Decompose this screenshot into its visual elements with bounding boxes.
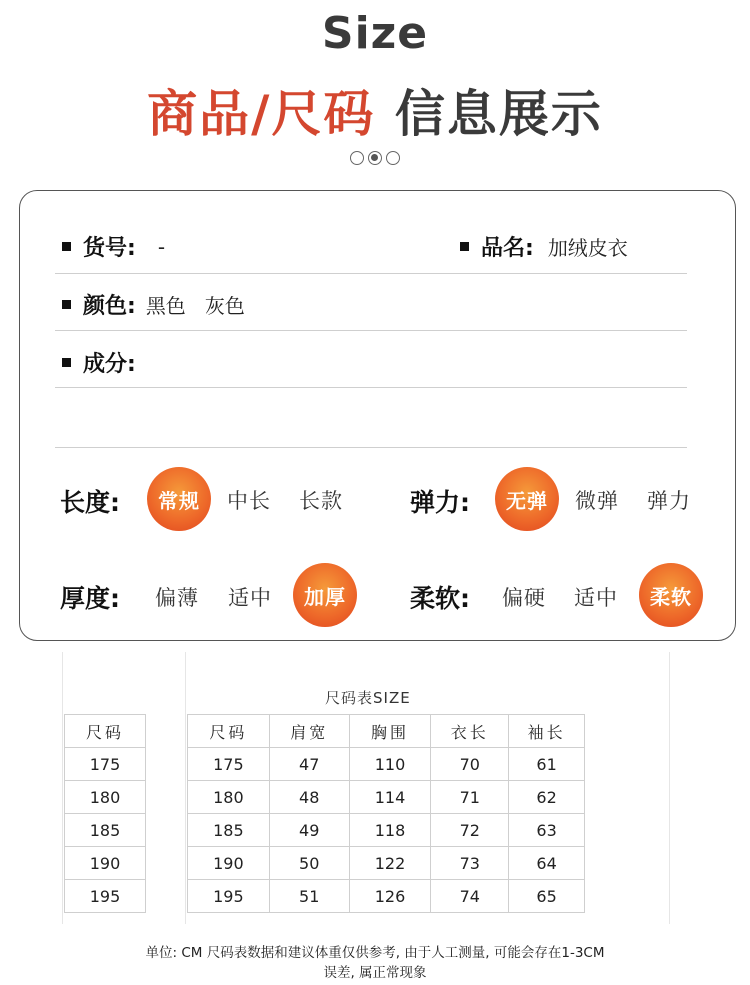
table-cell: 48 (269, 781, 349, 814)
table-cell: 122 (349, 847, 431, 880)
item-number-field (62, 231, 165, 262)
size-table (187, 714, 585, 913)
color-field (62, 289, 245, 320)
table-cell: 70 (431, 748, 509, 781)
table-cell: 61 (509, 748, 585, 781)
thickness-option-selected[interactable]: 加厚 (293, 563, 357, 627)
table-cell: 190 (188, 847, 270, 880)
size-table-caption: 尺码表SIZE (325, 689, 411, 707)
table-header-cell: 尺码 (188, 715, 270, 748)
elasticity-label: 弹力: (410, 488, 470, 517)
product-name-field (460, 231, 628, 262)
table-row (188, 880, 585, 913)
table-header-row (188, 715, 585, 748)
table-cell: 195 (188, 880, 270, 913)
table-header-cell: 尺码 (65, 715, 146, 748)
divider (55, 447, 687, 448)
softness-option[interactable]: 偏硬 (502, 586, 546, 610)
table-cell: 73 (431, 847, 509, 880)
length-label: 长度: (60, 488, 120, 517)
table-cell: 50 (269, 847, 349, 880)
table-cell: 51 (269, 880, 349, 913)
table-row (188, 781, 585, 814)
table-cell: 185 (188, 814, 270, 847)
table-header-cell: 衣长 (431, 715, 509, 748)
table-cell: 110 (349, 748, 431, 781)
color-label: 颜色: (83, 294, 136, 319)
product-info-card (19, 190, 736, 641)
thickness-option[interactable]: 适中 (228, 586, 272, 610)
product-name-value: 加绒皮衣 (547, 236, 628, 260)
thickness-label: 厚度: (60, 584, 120, 613)
table-cell: 175 (65, 748, 146, 781)
table-cell: 49 (269, 814, 349, 847)
table-cell: 180 (65, 781, 146, 814)
elasticity-option-selected[interactable]: 无弹 (495, 467, 559, 531)
table-cell: 175 (188, 748, 270, 781)
item-number-value: - (157, 234, 166, 259)
footer-note-line2: 误差, 属正常现象 (323, 965, 427, 981)
table-cell: 71 (431, 781, 509, 814)
elasticity-option[interactable]: 微弹 (575, 489, 619, 513)
softness-option-selected[interactable]: 柔软 (639, 563, 703, 627)
table-cell: 195 (65, 880, 146, 913)
product-name-label: 品名: (481, 236, 534, 261)
table-cell: 114 (349, 781, 431, 814)
table-header-cell: 胸围 (349, 715, 431, 748)
bullet-icon (62, 358, 71, 367)
size-title: Size (321, 8, 429, 59)
table-cell: 64 (509, 847, 585, 880)
table-cell: 62 (509, 781, 585, 814)
table-row (188, 748, 585, 781)
item-number-label: 货号: (83, 236, 136, 261)
elasticity-option[interactable]: 弹力 (647, 489, 691, 513)
table-cell: 74 (431, 880, 509, 913)
table-row (188, 814, 585, 847)
footer-note-line1: 单位: CM 尺码表数据和建议体重仅供参考, 由于人工测量, 可能会存在1-3CM (145, 945, 605, 961)
table-cell: 190 (65, 847, 146, 880)
composition-field (62, 347, 146, 378)
divider (55, 387, 687, 388)
length-option[interactable]: 长款 (299, 489, 343, 513)
length-option[interactable]: 中长 (227, 489, 271, 513)
table-cell: 63 (509, 814, 585, 847)
table-header-cell: 袖长 (509, 715, 585, 748)
pager-dot[interactable] (350, 151, 364, 165)
title-highlight: 商品/尺码 (147, 85, 376, 143)
bullet-icon (62, 300, 71, 309)
table-cell: 185 (65, 814, 146, 847)
table-row (188, 847, 585, 880)
table-cell: 72 (431, 814, 509, 847)
softness-option[interactable]: 适中 (574, 586, 618, 610)
length-option-selected[interactable]: 常规 (147, 467, 211, 531)
pager-dot[interactable] (386, 151, 400, 165)
pager-dot-active[interactable] (368, 151, 382, 165)
composition-label: 成分: (83, 352, 136, 377)
thickness-option[interactable]: 偏薄 (155, 586, 199, 610)
table-cell: 65 (509, 880, 585, 913)
page-title (0, 74, 750, 146)
table-cell: 180 (188, 781, 270, 814)
title-rest: 信息展示 (394, 85, 603, 143)
divider (55, 330, 687, 331)
divider (55, 273, 687, 274)
table-cell: 126 (349, 880, 431, 913)
table-cell: 47 (269, 748, 349, 781)
pager-dots (0, 151, 750, 165)
bullet-icon (62, 242, 71, 251)
bullet-icon (460, 242, 469, 251)
color-value: 黑色 灰色 (145, 294, 245, 318)
table-cell: 118 (349, 814, 431, 847)
softness-label: 柔软: (410, 584, 470, 613)
size-table-left (64, 714, 146, 913)
table-header-cell: 肩宽 (269, 715, 349, 748)
